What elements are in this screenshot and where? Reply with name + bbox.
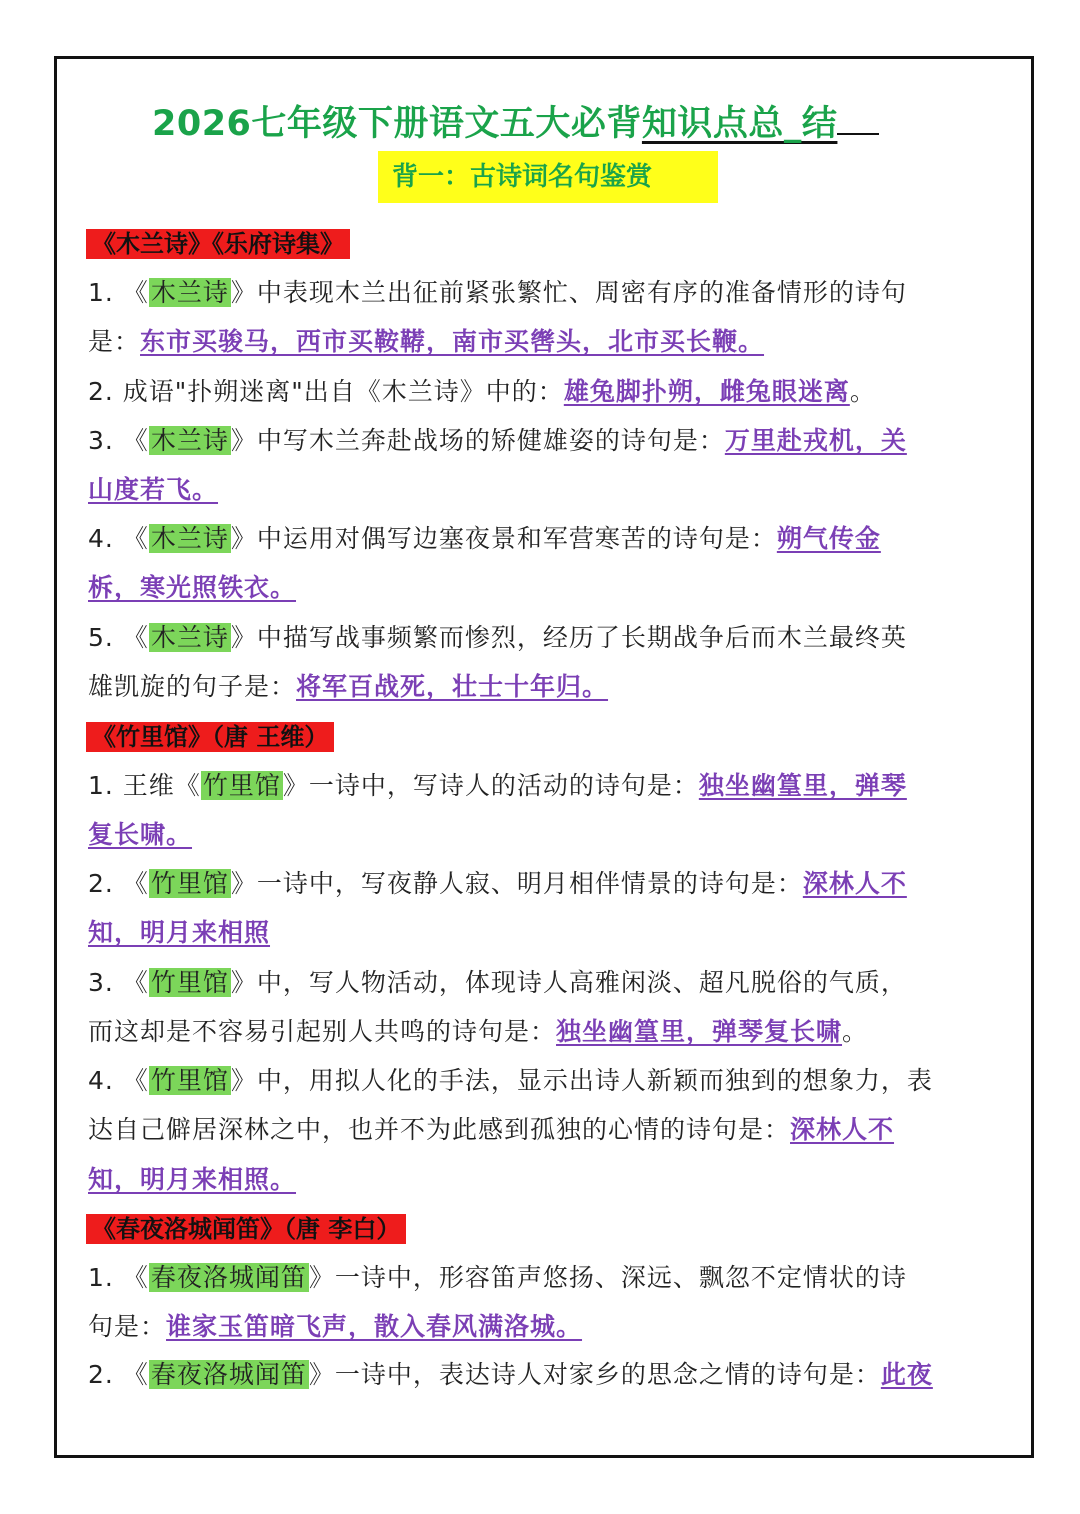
answer-text: 深林人不 bbox=[802, 869, 907, 898]
text-line bbox=[88, 470, 218, 510]
text-line bbox=[88, 1355, 933, 1395]
answer-text: 独坐幽篁里，弹琴 bbox=[698, 771, 907, 800]
line-text: 2. 成语"扑朔迷离"出自《木兰诗》中的： bbox=[88, 377, 564, 406]
line-text: 》中，写人物活动，体现诗人高雅闲淡、超凡脱俗的气质， bbox=[230, 968, 907, 997]
line-text: 》一诗中，表达诗人对家乡的思念之情的诗句是： bbox=[308, 1360, 881, 1389]
answer-text: 东市买骏马，西市买鞍鞯，南市买辔头，北市买长鞭。 bbox=[140, 327, 765, 356]
title-tail: 知识点总_结 bbox=[641, 104, 838, 144]
section-heading-mulan: 《木兰诗》《乐府诗集》 bbox=[86, 229, 350, 259]
line-text: 》中表现木兰出征前紧张繁忙、周密有序的准备情形的诗句 bbox=[230, 278, 907, 307]
text-line bbox=[88, 568, 296, 608]
answer-text: 深林人不 bbox=[790, 1115, 895, 1144]
answer-text: 万里赴戎机，关 bbox=[724, 426, 907, 455]
text-line bbox=[88, 963, 907, 1003]
line-text: 》中描写战事频繁而惨烈，经历了长期战争后而木兰最终英 bbox=[230, 623, 907, 652]
title-blank bbox=[837, 133, 879, 135]
line-text: 3. 《 bbox=[88, 426, 149, 455]
text-line bbox=[88, 913, 270, 953]
text-line bbox=[88, 519, 881, 559]
line-text: 》一诗中，写夜静人寂、明月相伴情景的诗句是： bbox=[230, 869, 803, 898]
answer-text: 复长啸。 bbox=[88, 820, 193, 849]
text-line bbox=[88, 421, 907, 461]
text-line bbox=[88, 1012, 868, 1052]
text-line bbox=[88, 667, 608, 707]
poem-title-highlight: 春夜洛城闻笛 bbox=[150, 1263, 307, 1292]
answer-text: 雄兔脚扑朔，雌兔眼迷离 bbox=[563, 377, 850, 406]
text-line bbox=[88, 815, 192, 855]
text-line bbox=[88, 1061, 933, 1101]
poem-title-highlight: 竹里馆 bbox=[202, 771, 281, 800]
line-text: 5. 《 bbox=[88, 623, 149, 652]
line-text: 1. 王维《 bbox=[88, 771, 201, 800]
poem-title-highlight: 木兰诗 bbox=[150, 278, 229, 307]
poem-title-highlight: 竹里馆 bbox=[150, 869, 229, 898]
answer-text: 柝，寒光照铁衣。 bbox=[88, 573, 297, 602]
line-text: 达自己僻居深林之中，也并不为此感到孤独的心情的诗句是： bbox=[88, 1115, 791, 1144]
text-line bbox=[88, 766, 907, 806]
answer-text: 将军百战死，壮士十年归。 bbox=[296, 672, 609, 701]
text-line bbox=[88, 1110, 894, 1150]
line-text: 》一诗中，写诗人的活动的诗句是： bbox=[282, 771, 699, 800]
poem-title-highlight: 木兰诗 bbox=[150, 623, 229, 652]
line-text: 句是： bbox=[88, 1312, 167, 1341]
poem-title-highlight: 竹里馆 bbox=[150, 968, 229, 997]
answer-text: 独坐幽篁里，弹琴复长啸 bbox=[556, 1017, 843, 1046]
answer-text: 知，明月来相照。 bbox=[88, 1165, 297, 1194]
line-text: 1. 《 bbox=[88, 278, 149, 307]
answer-text: 山度若飞。 bbox=[88, 475, 219, 504]
text-line bbox=[88, 618, 907, 658]
text-line bbox=[88, 273, 907, 313]
section-heading-chunye: 《春夜洛城闻笛》（唐 李白） bbox=[86, 1214, 406, 1244]
page-border bbox=[54, 56, 1034, 1458]
section-heading-zhuliguan: 《竹里馆》（唐 王维） bbox=[86, 722, 334, 752]
answer-text: 朔气传金 bbox=[776, 524, 881, 553]
line-text: 。 bbox=[842, 1017, 869, 1046]
line-text: 2. 《 bbox=[88, 1360, 149, 1389]
poem-title-highlight: 春夜洛城闻笛 bbox=[150, 1360, 307, 1389]
line-text: 3. 《 bbox=[88, 968, 149, 997]
text-line bbox=[88, 1258, 907, 1298]
text-line bbox=[88, 864, 907, 904]
text-line bbox=[88, 372, 876, 412]
line-text: 2. 《 bbox=[88, 869, 149, 898]
line-text: 4. 《 bbox=[88, 1066, 149, 1095]
answer-text: 此夜 bbox=[880, 1360, 933, 1389]
answer-text: 知，明月来相照 bbox=[88, 918, 271, 947]
line-text: 》中写木兰奔赴战场的矫健雄姿的诗句是： bbox=[230, 426, 725, 455]
poem-title-highlight: 木兰诗 bbox=[150, 426, 229, 455]
line-text: 而这却是不容易引起别人共鸣的诗句是： bbox=[88, 1017, 557, 1046]
line-text: 。 bbox=[849, 377, 876, 406]
line-text: 是： bbox=[88, 327, 141, 356]
text-line bbox=[88, 322, 764, 362]
poem-title-highlight: 竹里馆 bbox=[150, 1066, 229, 1095]
line-text: 4. 《 bbox=[88, 524, 149, 553]
line-text: 》一诗中，形容笛声悠扬、深远、飘忽不定情状的诗 bbox=[308, 1263, 907, 1292]
text-line bbox=[88, 1307, 582, 1347]
line-text: 1. 《 bbox=[88, 1263, 149, 1292]
section-subtitle: 背一：古诗词名句鉴赏 bbox=[378, 151, 718, 203]
text-line bbox=[88, 1160, 296, 1200]
line-text: 雄凯旋的句子是： bbox=[88, 672, 297, 701]
title-main: 2026七年级下册语文五大必背 bbox=[152, 104, 642, 144]
answer-text: 谁家玉笛暗飞声，散入春风满洛城。 bbox=[166, 1312, 583, 1341]
line-text: 》中运用对偶写边塞夜景和军营寒苦的诗句是： bbox=[230, 524, 777, 553]
line-text: 》中，用拟人化的手法，显示出诗人新颖而独到的想象力，表 bbox=[230, 1066, 933, 1095]
poem-title-highlight: 木兰诗 bbox=[150, 524, 229, 553]
page-title bbox=[152, 96, 879, 146]
